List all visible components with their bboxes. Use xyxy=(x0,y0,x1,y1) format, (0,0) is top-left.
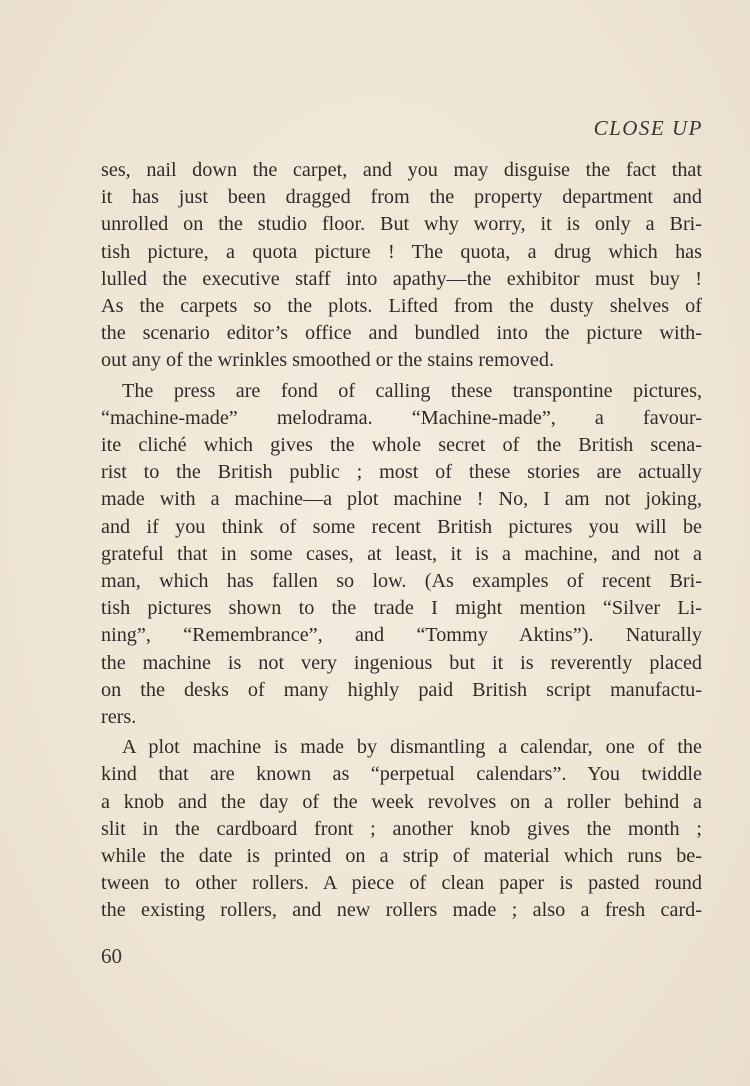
text-line: tish picture, a quota picture ! The quota, a drug which has xyxy=(101,240,702,263)
text-line: kind that are known as “perpetual calendars”. You twiddle xyxy=(101,763,702,786)
text-line: “machine-made” melodrama. “Machine-made”, a favour- xyxy=(101,406,702,429)
text-line: grateful that in some cases, at least, it is a machine, and not a xyxy=(101,542,702,565)
text-line: on the desks of many highly paid British script manufactu- xyxy=(101,678,702,701)
text-line: a knob and the day of the week revolves on a roller behind a xyxy=(101,790,702,813)
text-line: As the carpets so the plots. Lifted from the dusty shelves of xyxy=(101,295,702,318)
body-text xyxy=(101,157,702,925)
paragraph-3 xyxy=(101,734,702,924)
running-head: CLOSE UP xyxy=(593,116,703,140)
text-line: the existing rollers, and new rollers made ; also a fresh card- xyxy=(101,899,702,922)
text-line: rist to the British public ; most of these stories are actually xyxy=(101,461,702,484)
text-line: man, which has fallen so low. (As examples of recent Bri- xyxy=(101,570,702,593)
page-number: 60 xyxy=(101,944,122,968)
text-line: out any of the wrinkles smoothed or the stains removed. xyxy=(101,349,555,372)
text-line: ite cliché which gives the whole secret of the British scena- xyxy=(101,434,702,457)
text-line: slit in the cardboard front ; another knob gives the month ; xyxy=(101,817,702,840)
text-line: tish pictures shown to the trade I might mention “Silver Li- xyxy=(101,597,702,620)
text-line: while the date is printed on a strip of material which runs be- xyxy=(101,845,702,868)
paragraph-1 xyxy=(101,157,702,375)
text-line: unrolled on the studio floor. But why worry, it is only a Bri- xyxy=(101,213,702,236)
paragraph-2 xyxy=(101,378,702,732)
text-line: made with a machine—a plot machine ! No, I am not joking, xyxy=(101,488,702,511)
text-line: the machine is not very ingenious but it is reverently placed xyxy=(101,651,702,674)
text-line: lulled the executive staff into apathy—the exhibitor must buy ! xyxy=(101,267,702,290)
text-line: it has just been dragged from the property department and xyxy=(101,186,702,209)
text-line: The press are fond of calling these transpontine pictures, xyxy=(122,379,702,402)
text-line: ses, nail down the carpet, and you may disguise the fact that xyxy=(101,159,702,181)
text-line: rers. xyxy=(101,706,137,729)
text-line: tween to other rollers. A piece of clean paper is pasted round xyxy=(101,872,702,895)
text-line: ning”, “Remembrance”, and “Tommy Aktins”). Naturally xyxy=(101,624,702,647)
text-line: and if you think of some recent British pictures you will be xyxy=(101,515,702,538)
text-line: A plot machine is made by dismantling a calendar, one of the xyxy=(122,736,702,759)
text-line: the scenario editor’s office and bundled into the picture with- xyxy=(101,322,702,345)
